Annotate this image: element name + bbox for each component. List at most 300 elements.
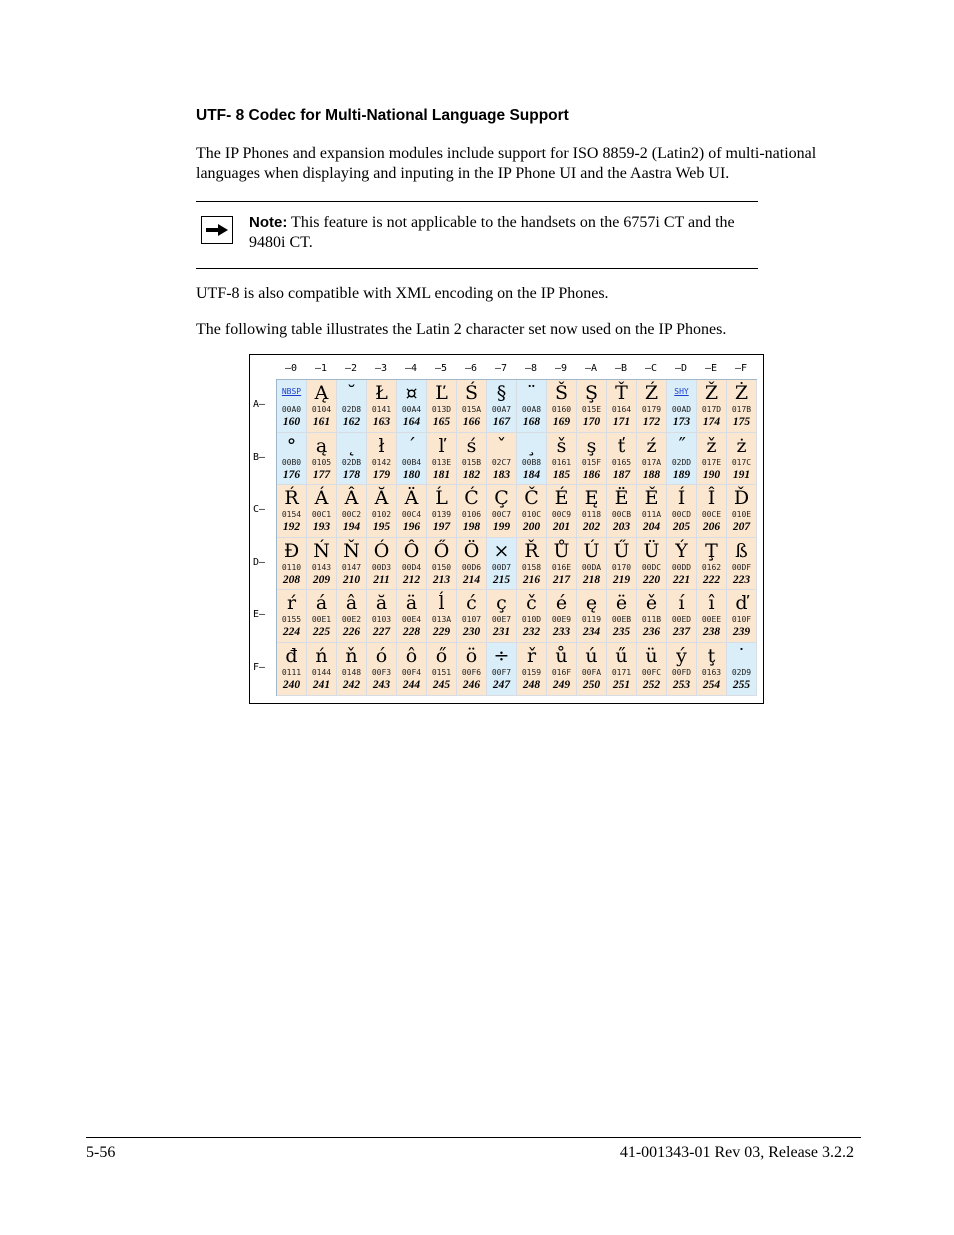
decimal-value: 222 (702, 573, 721, 586)
unicode-code: 00D3 (371, 562, 392, 572)
character-cell (427, 433, 457, 486)
decimal-value: 231 (492, 626, 511, 639)
character-glyph: Ď (733, 487, 750, 510)
unicode-code: 00C4 (401, 510, 422, 520)
character-cell (427, 590, 457, 643)
unicode-code: 011B (641, 615, 662, 625)
column-header: –8 (524, 363, 538, 374)
character-glyph: ¤ (405, 382, 418, 404)
unicode-code: 00CD (671, 510, 692, 520)
character-glyph: ˙ (736, 645, 747, 667)
character-glyph: Č (524, 487, 539, 510)
unicode-code: 0111 (281, 668, 302, 677)
unicode-code: 0150 (431, 562, 452, 572)
character-glyph: ÷ (493, 645, 510, 667)
character-cell (607, 433, 637, 486)
character-cell (667, 485, 697, 538)
unicode-code: 0102 (371, 510, 392, 520)
column-header: –4 (404, 363, 418, 374)
character-cell (307, 538, 337, 591)
unicode-code: 00FA (581, 668, 602, 677)
character-cell (307, 485, 337, 538)
unicode-code: 00FC (641, 668, 662, 677)
decimal-value: 198 (462, 521, 481, 534)
character-glyph: î (708, 592, 715, 615)
character-glyph: Ű (613, 539, 630, 562)
character-cell (577, 590, 607, 643)
unicode-code: 0165 (611, 457, 632, 467)
decimal-value: 225 (312, 626, 331, 639)
unicode-code: 0143 (311, 562, 332, 572)
decimal-value: 205 (672, 521, 691, 534)
decimal-value: 201 (552, 521, 571, 534)
character-glyph: ă (375, 592, 388, 615)
unicode-code: 00A7 (491, 405, 512, 414)
character-glyph: Ń (313, 539, 330, 562)
column-header: –E (704, 363, 718, 374)
character-glyph: Ň (343, 539, 360, 562)
unicode-code: 0164 (611, 405, 632, 414)
decimal-value: 238 (702, 626, 721, 639)
unicode-code: 0154 (281, 510, 302, 520)
character-glyph: Ť (615, 382, 628, 404)
character-glyph: × (493, 539, 510, 562)
decimal-value: 226 (342, 626, 361, 639)
decimal-value: 237 (672, 626, 691, 639)
character-glyph: é (555, 592, 568, 615)
decimal-value: 180 (402, 468, 421, 481)
unicode-code: 0147 (341, 562, 362, 572)
character-cell (727, 643, 757, 696)
decimal-value: 239 (732, 626, 751, 639)
latin2-character-table (249, 354, 764, 704)
decimal-value: 236 (642, 626, 661, 639)
decimal-value: 248 (522, 679, 541, 691)
unicode-code: 0179 (641, 405, 662, 414)
decimal-value: 178 (342, 468, 361, 481)
unicode-code: 0171 (611, 668, 632, 677)
character-glyph: ů (555, 645, 568, 667)
character-cell (637, 485, 667, 538)
unicode-code: 010D (521, 615, 542, 625)
right-arrow-icon (201, 216, 233, 244)
note-block (249, 213, 759, 253)
row-header: E– (253, 609, 266, 621)
character-glyph: Â (344, 487, 359, 510)
character-glyph: Ý (675, 539, 688, 562)
character-glyph: ° (286, 434, 297, 457)
decimal-value: 241 (312, 679, 331, 691)
character-cell (277, 485, 307, 538)
decimal-value: 235 (612, 626, 631, 639)
character-cell (277, 380, 307, 433)
character-cell (457, 590, 487, 643)
unicode-code: 02DB (341, 457, 362, 467)
character-glyph: ż (736, 434, 747, 457)
unicode-code: 00A4 (401, 405, 422, 414)
character-cell (667, 538, 697, 591)
unicode-code: 00F4 (401, 668, 422, 677)
unicode-code: 0103 (371, 615, 392, 625)
character-cell (397, 590, 427, 643)
unicode-code: 00D4 (401, 562, 422, 572)
decimal-value: 220 (642, 573, 661, 586)
decimal-value: 242 (342, 679, 361, 691)
character-cell (607, 643, 637, 696)
unicode-code: 00B4 (401, 457, 422, 467)
unicode-code: 013A (431, 615, 452, 625)
row-header: B– (253, 451, 266, 463)
character-cell (517, 380, 547, 433)
character-glyph: Í (677, 487, 686, 510)
unicode-code: 0155 (281, 615, 302, 625)
table-intro-paragraph: The following table illustrates the Latin 2 character set now used on the IP Phones. (196, 321, 727, 338)
column-header: –9 (554, 363, 568, 374)
unicode-code: 0104 (311, 405, 332, 414)
character-glyph: ź (646, 434, 657, 457)
character-glyph: Đ (283, 539, 300, 562)
character-cell (697, 590, 727, 643)
unicode-code: 017C (731, 457, 752, 467)
unicode-code: 010E (731, 510, 752, 520)
unicode-code: 00E4 (401, 615, 422, 625)
decimal-value: 210 (342, 573, 361, 586)
decimal-value: 252 (642, 679, 661, 691)
column-header: –F (734, 363, 748, 374)
unicode-code: 017E (701, 457, 722, 467)
decimal-value: 227 (372, 626, 391, 639)
character-cell (547, 590, 577, 643)
character-glyph: Á (314, 487, 329, 510)
decimal-value: 199 (492, 521, 511, 534)
unicode-code: 00EE (701, 615, 722, 625)
unicode-code: 015A (461, 405, 482, 414)
character-glyph: Ľ (435, 382, 448, 404)
character-glyph: š (556, 434, 567, 457)
character-cell (547, 643, 577, 696)
unicode-code: 0139 (431, 510, 452, 520)
character-glyph: Î (707, 487, 716, 510)
unicode-code: 0159 (521, 668, 542, 677)
unicode-code: 00DC (641, 562, 662, 572)
unicode-code: 00DF (731, 562, 752, 572)
decimal-value: 203 (612, 521, 631, 534)
character-glyph: ď (735, 592, 748, 615)
decimal-value: 167 (492, 416, 511, 428)
character-cell (367, 643, 397, 696)
decimal-value: 246 (462, 679, 481, 691)
decimal-value: 191 (732, 468, 751, 481)
character-cell (337, 485, 367, 538)
unicode-code: 00E1 (311, 615, 332, 625)
decimal-value: 192 (282, 521, 301, 534)
note-text: This feature is not applicable to the handsets on the 6757i CT and the 9480i CT. (249, 214, 735, 251)
decimal-value: 214 (462, 573, 481, 586)
unicode-code: 0105 (311, 457, 332, 467)
decimal-value: 251 (612, 679, 631, 691)
unicode-code: 0118 (581, 510, 602, 520)
decimal-value: 229 (432, 626, 451, 639)
column-header: –C (644, 363, 658, 374)
unicode-code: 0107 (461, 615, 482, 625)
character-glyph: É (554, 487, 569, 510)
character-glyph: Ë (614, 487, 629, 510)
decimal-value: 189 (672, 468, 691, 481)
decimal-value: 185 (552, 468, 571, 481)
decimal-value: 217 (552, 573, 571, 586)
character-glyph: ş (586, 434, 597, 457)
character-cell (487, 380, 517, 433)
character-cell (547, 485, 577, 538)
unicode-code: 02D9 (731, 668, 752, 677)
unicode-code: 0141 (371, 405, 392, 414)
decimal-value: 211 (373, 573, 390, 586)
character-glyph: Ů (553, 539, 570, 562)
character-cell (577, 485, 607, 538)
unicode-code: 0158 (521, 562, 542, 572)
character-glyph: ˝ (676, 434, 687, 457)
character-cell (367, 380, 397, 433)
unicode-code: 00DA (581, 562, 602, 572)
unicode-code: 00EB (611, 615, 632, 625)
character-cell (397, 538, 427, 591)
character-glyph: ë (615, 592, 628, 615)
row-header: C– (253, 504, 266, 516)
character-glyph: Ź (644, 382, 659, 404)
character-glyph: ö (465, 645, 478, 667)
decimal-value: 186 (582, 468, 601, 481)
unicode-code: 013D (431, 405, 452, 414)
character-glyph: Ŕ (284, 487, 299, 510)
decimal-value: 202 (582, 521, 601, 534)
note-top-rule (196, 201, 758, 202)
character-cell (367, 590, 397, 643)
unicode-code: 00AD (671, 405, 692, 414)
character-glyph: ä (405, 592, 418, 615)
character-cell (547, 380, 577, 433)
character-glyph: ł (378, 434, 385, 457)
character-cell (427, 380, 457, 433)
decimal-value: 176 (282, 468, 301, 481)
column-header: –5 (434, 363, 448, 374)
decimal-value: 195 (372, 521, 391, 534)
character-glyph: ý (676, 645, 687, 667)
decimal-value: 173 (672, 416, 691, 428)
character-cell (637, 380, 667, 433)
character-glyph: SHY (674, 387, 689, 396)
character-glyph: Ś (464, 382, 479, 404)
character-cell (487, 433, 517, 486)
character-cell (367, 538, 397, 591)
decimal-value: 160 (282, 416, 301, 428)
character-cell (517, 643, 547, 696)
unicode-code: 00F3 (371, 668, 392, 677)
section-heading: UTF- 8 Codec for Multi-National Language Support (196, 107, 569, 124)
decimal-value: 190 (702, 468, 721, 481)
character-glyph: ž (706, 434, 717, 457)
character-cell (277, 590, 307, 643)
unicode-code: 0144 (311, 668, 332, 677)
column-header: –D (674, 363, 688, 374)
unicode-code: 017D (701, 405, 722, 414)
unicode-code: 00DD (671, 562, 692, 572)
decimal-value: 207 (732, 521, 751, 534)
character-glyph: ţ (707, 645, 716, 667)
character-cell (457, 538, 487, 591)
column-header: –0 (284, 363, 298, 374)
decimal-value: 165 (432, 416, 451, 428)
unicode-code: 0119 (581, 615, 602, 625)
character-cell (457, 643, 487, 696)
decimal-value: 223 (732, 573, 751, 586)
character-glyph: Ç (494, 487, 509, 510)
decimal-value: 244 (402, 679, 421, 691)
decimal-value: 247 (492, 679, 511, 691)
character-glyph: ß (735, 539, 748, 562)
decimal-value: 181 (432, 468, 451, 481)
decimal-value: 182 (462, 468, 481, 481)
decimal-value: 216 (522, 573, 541, 586)
decimal-value: 187 (612, 468, 631, 481)
document-id: 41-001343-01 Rev 03, Release 3.2.2 (619, 1144, 854, 1161)
character-cell (607, 538, 637, 591)
character-glyph: Ă (374, 487, 389, 510)
unicode-code: 00FD (671, 668, 692, 677)
unicode-code: 00CE (701, 510, 722, 520)
decimal-value: 171 (612, 416, 631, 428)
decimal-value: 234 (582, 626, 601, 639)
decimal-value: 188 (642, 468, 661, 481)
character-cell (547, 433, 577, 486)
unicode-code: 00B8 (521, 457, 542, 467)
character-glyph: Ü (643, 539, 660, 562)
decimal-value: 209 (312, 573, 331, 586)
unicode-code: 0161 (551, 457, 572, 467)
page-number: 5-56 (86, 1144, 116, 1161)
character-glyph: ü (645, 645, 658, 667)
character-cell (517, 485, 547, 538)
decimal-value: 179 (372, 468, 391, 481)
decimal-value: 240 (282, 679, 301, 691)
character-cell (307, 643, 337, 696)
decimal-value: 254 (702, 679, 721, 691)
decimal-value: 175 (732, 416, 751, 428)
character-cell (457, 485, 487, 538)
character-cell (337, 590, 367, 643)
character-glyph: Ţ (705, 539, 718, 562)
unicode-code: 015B (461, 457, 482, 467)
character-cell (667, 643, 697, 696)
character-cell (637, 590, 667, 643)
character-cell (427, 538, 457, 591)
character-glyph: Ó (373, 539, 390, 562)
character-cell (577, 433, 607, 486)
xml-paragraph: UTF-8 is also compatible with XML encoding on the IP Phones. (196, 285, 609, 302)
character-glyph: ą (315, 434, 328, 457)
character-cell (277, 538, 307, 591)
character-cell (517, 538, 547, 591)
character-glyph: â (345, 592, 358, 615)
character-glyph: Ĺ (435, 487, 448, 510)
character-cell (727, 433, 757, 486)
decimal-value: 200 (522, 521, 541, 534)
character-glyph: ¨ (526, 382, 537, 404)
character-cell (547, 538, 577, 591)
character-glyph: ó (375, 645, 388, 667)
character-cell (637, 433, 667, 486)
character-glyph: á (315, 592, 328, 615)
decimal-value: 166 (462, 416, 481, 428)
unicode-code: 0106 (461, 510, 482, 520)
column-header: –7 (494, 363, 508, 374)
character-glyph: NBSP (281, 387, 302, 396)
character-glyph: ě (645, 592, 658, 615)
decimal-value: 255 (732, 679, 751, 691)
character-cell (577, 380, 607, 433)
character-glyph: Ą (314, 382, 329, 404)
character-glyph: ˇ (496, 434, 507, 457)
character-cell (607, 590, 637, 643)
unicode-code: 0160 (551, 405, 572, 414)
unicode-code: 00F7 (491, 668, 512, 677)
unicode-code: 00C9 (551, 510, 572, 520)
character-glyph: ˘ (346, 382, 357, 404)
unicode-code: 015F (581, 457, 602, 467)
character-cell (637, 538, 667, 591)
decimal-value: 161 (312, 416, 331, 428)
character-glyph: č (526, 592, 537, 615)
character-cell (367, 485, 397, 538)
unicode-code: 0151 (431, 668, 452, 677)
character-glyph: ć (466, 592, 477, 615)
character-cell (697, 538, 727, 591)
character-glyph: ú (585, 645, 598, 667)
unicode-code: 00F6 (461, 668, 482, 677)
character-cell (487, 590, 517, 643)
decimal-value: 245 (432, 679, 451, 691)
character-cell (667, 380, 697, 433)
character-cell (397, 380, 427, 433)
unicode-code: 017B (731, 405, 752, 414)
column-header: –3 (374, 363, 388, 374)
decimal-value: 243 (372, 679, 391, 691)
decimal-value: 174 (702, 416, 721, 428)
character-cell (307, 433, 337, 486)
character-glyph: đ (285, 645, 298, 667)
character-glyph: ˛ (346, 434, 357, 457)
character-cell (607, 485, 637, 538)
unicode-code: 00CB (611, 510, 632, 520)
character-glyph: Ä (404, 487, 419, 510)
character-cell (367, 433, 397, 486)
decimal-value: 224 (282, 626, 301, 639)
character-cell (397, 485, 427, 538)
character-cell (517, 433, 547, 486)
character-cell (487, 485, 517, 538)
character-glyph: ¸ (526, 434, 537, 457)
character-glyph: ç (496, 592, 507, 615)
character-cell (697, 433, 727, 486)
unicode-code: 017A (641, 457, 662, 467)
decimal-value: 197 (432, 521, 451, 534)
character-glyph: ű (615, 645, 628, 667)
character-glyph: í (678, 592, 685, 615)
decimal-value: 212 (402, 573, 421, 586)
character-cell (427, 485, 457, 538)
decimal-value: 250 (582, 679, 601, 691)
character-glyph: Ú (583, 539, 600, 562)
character-glyph: ő (435, 645, 448, 667)
